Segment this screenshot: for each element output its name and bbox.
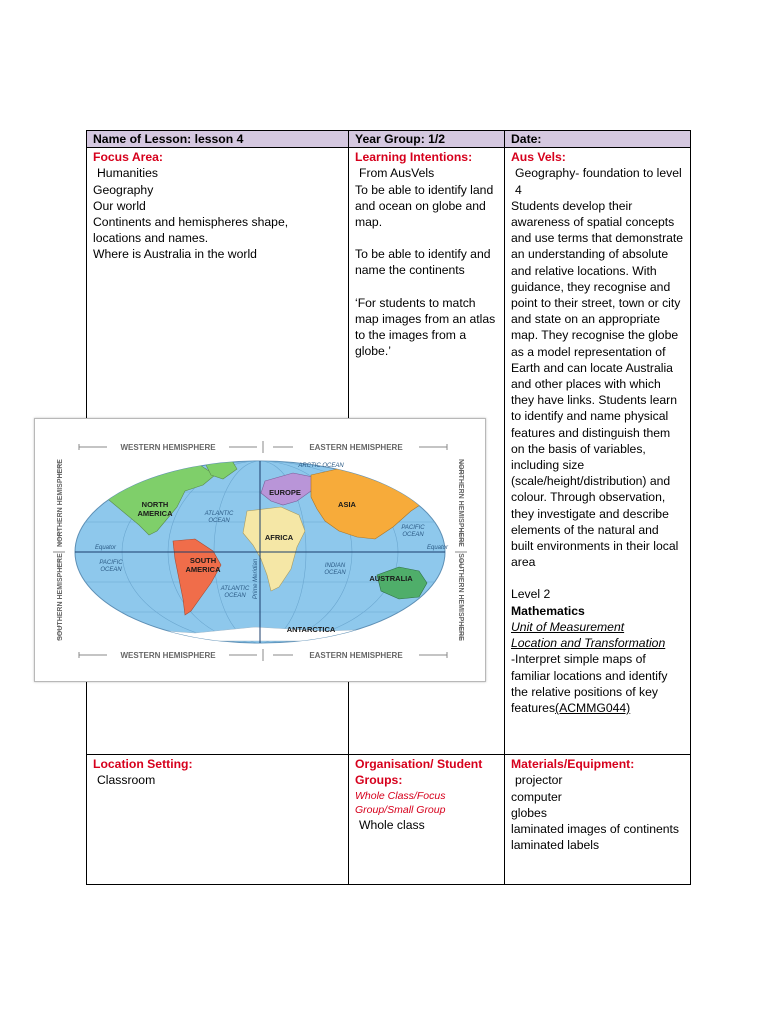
northern-hemisphere-label-right: NORTHERN HEMISPHERE bbox=[457, 459, 464, 547]
location-cell bbox=[87, 755, 349, 885]
focus-area-line: Humanities bbox=[97, 166, 158, 181]
indian-ocean-label-2: OCEAN bbox=[324, 570, 346, 576]
learning-intention-1: To be able to identify land and ocean on globe and map. bbox=[355, 182, 494, 230]
north-america-label-1: NORTH bbox=[141, 500, 169, 509]
equator-label-east: Equator bbox=[427, 545, 449, 551]
year-group-cell: Year Group: 1/2 bbox=[349, 131, 505, 148]
atlantic-ocean-label-north-1: ATLANTIC bbox=[204, 511, 234, 517]
organisation-row bbox=[87, 755, 691, 885]
learning-intentions-heading: Learning Intentions: bbox=[355, 150, 473, 165]
location-value: Classroom bbox=[97, 773, 156, 788]
focus-area-heading: Focus Area: bbox=[93, 150, 163, 165]
arctic-ocean-label: ARCTIC OCEAN bbox=[298, 463, 344, 469]
ausvels-level: Level 2 bbox=[511, 587, 551, 602]
focus-area-line: locations and names. bbox=[93, 231, 209, 246]
focus-area-line: Geography bbox=[93, 182, 154, 197]
material-item: globes bbox=[511, 805, 547, 820]
world-map-figure bbox=[34, 418, 486, 682]
pacific-ocean-label-east-2: OCEAN bbox=[402, 532, 424, 538]
location-heading: Location Setting: bbox=[93, 757, 193, 772]
focus-area-line: Our world bbox=[93, 198, 146, 213]
lesson-name-cell: Name of Lesson: lesson 4 bbox=[87, 131, 349, 148]
focus-area-line: Where is Australia in the world bbox=[93, 247, 257, 262]
ausvels-paragraph: Students develop their awareness of spatial concepts and use terms that demonstrate an understanding of absolute and relative locations. With guidance, they recognise and point to their street, town or city and state on an appropriate map. They recognise the globe as a model representation of Earth and can locate Australia and other places with which they have links. Students learn to identify and name physical features and distinguish them on the basis of variables, including size (scale/height/distribution) and colour. Through observation, they investigate and describe elements of the natural and built environments in their local area bbox=[511, 198, 684, 570]
ausvels-cell bbox=[505, 148, 691, 755]
south-america-label-1: SOUTH bbox=[189, 556, 217, 565]
organisation-value: Whole class bbox=[359, 817, 425, 832]
materials-heading: Materials/Equipment: bbox=[511, 757, 635, 772]
ausvels-intro: Geography- foundation to level 4 bbox=[515, 166, 682, 197]
ausvels-point: -Interpret simple maps of familiar locations and identify the relative positions of key features bbox=[511, 652, 668, 715]
eastern-hemisphere-label-top: EASTERN HEMISPHERE bbox=[309, 443, 403, 452]
material-item: computer bbox=[511, 789, 562, 804]
organisation-cell bbox=[349, 755, 505, 885]
ausvels-strand-location: Location and Transformation bbox=[511, 636, 666, 651]
africa-label: AFRICA bbox=[264, 533, 294, 542]
atlantic-ocean-label-south-1: ATLANTIC bbox=[220, 586, 250, 592]
curriculum-code: (ACMMG044) bbox=[555, 700, 631, 715]
date-cell: Date: bbox=[505, 131, 691, 148]
header-row bbox=[87, 131, 691, 148]
organisation-heading: Organisation/ Student Groups: bbox=[355, 757, 483, 788]
pacific-ocean-label-east-1: PACIFIC bbox=[401, 525, 425, 531]
organisation-options: Whole Class/Focus Group/Small Group bbox=[355, 789, 446, 816]
materials-cell bbox=[505, 755, 691, 885]
northern-hemisphere-label-left: NORTHERN HEMISPHERE bbox=[57, 459, 64, 547]
pacific-ocean-label-west-1: PACIFIC bbox=[99, 560, 123, 566]
eastern-hemisphere-label-bottom: EASTERN HEMISPHERE bbox=[309, 651, 403, 660]
learning-intention-3: ‘For students to match map images from an atlas to the images from a globe.’ bbox=[355, 295, 496, 359]
material-item: projector bbox=[515, 773, 563, 788]
ausvels-subject: Mathematics bbox=[511, 603, 585, 618]
learning-intention-2: To be able to identify and name the continents bbox=[355, 247, 491, 278]
south-america-label-2: AMERICA bbox=[185, 565, 221, 574]
pacific-ocean-label-west-2: OCEAN bbox=[100, 567, 122, 573]
prime-meridian-label: Prime Meridian bbox=[253, 558, 259, 600]
indian-ocean-label-1: INDIAN bbox=[324, 563, 346, 569]
southern-hemisphere-label-left: SOUTHERN HEMISPHERE bbox=[57, 553, 64, 641]
antarctica-label: ANTARCTICA bbox=[286, 625, 336, 634]
material-item: laminated labels bbox=[511, 838, 600, 853]
southern-hemisphere-label-right: SOUTHERN HEMISPHERE bbox=[457, 553, 464, 641]
north-america-label-2: AMERICA bbox=[137, 509, 173, 518]
western-hemisphere-label-bottom: WESTERN HEMISPHERE bbox=[120, 651, 216, 660]
ausvels-heading: Aus Vels: bbox=[511, 150, 566, 165]
material-item: laminated images of continents bbox=[511, 822, 680, 837]
focus-area-line: Continents and hemispheres shape, bbox=[93, 215, 289, 230]
atlantic-ocean-label-north-2: OCEAN bbox=[208, 518, 230, 524]
europe-label: EUROPE bbox=[269, 488, 301, 497]
world-map bbox=[35, 419, 485, 681]
learning-intentions-source: From AusVels bbox=[359, 166, 435, 181]
ausvels-strand-measurement: Unit of Measurement bbox=[511, 619, 625, 634]
atlantic-ocean-label-south-2: OCEAN bbox=[224, 593, 246, 599]
australia-label: AUSTRALIA bbox=[369, 574, 413, 583]
asia-label: ASIA bbox=[338, 500, 356, 509]
western-hemisphere-label-top: WESTERN HEMISPHERE bbox=[120, 443, 216, 452]
equator-label-west: Equator bbox=[95, 545, 117, 551]
